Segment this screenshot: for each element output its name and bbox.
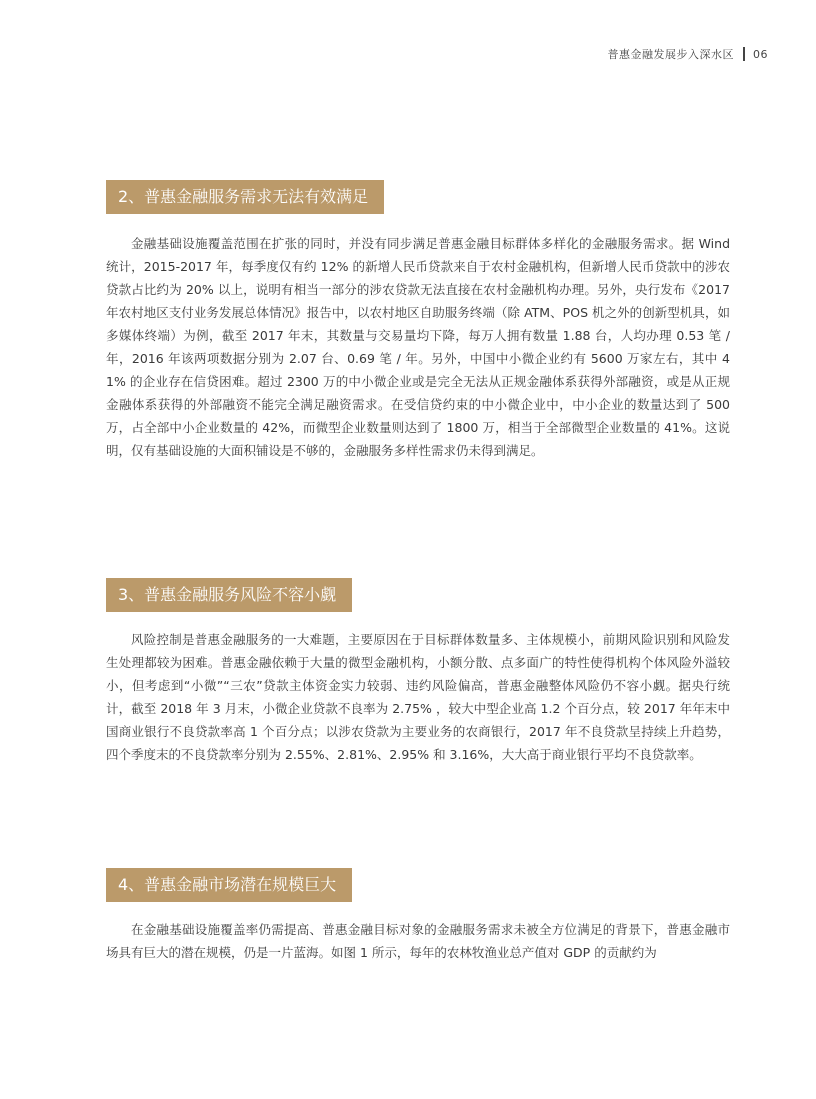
section-title-2: 2、普惠金融服务需求无法有效满足 [106, 180, 384, 214]
header-title: 普惠金融发展步入深水区 [607, 48, 734, 61]
page-header [608, 44, 769, 64]
section-title-3: 3、普惠金融服务风险不容小觑 [106, 578, 352, 612]
section-body-2: 金融基础设施覆盖范围在扩张的同时，并没有同步满足普惠金融目标群体多样化的金融服务需求。据 Wind 统计，2015-2017 年，每季度仅有约 12% 的新增人民币贷款来自于农村金融机构，但新增人民币贷款中的涉农贷款占比约为 20% 以上，说明有相当一部分的涉农贷款无法直接在农村金融机构办理。另外，央行发布《2017 年农村地区支付业务发展总体情况》报告中，以农村地区自助服务终端（除 ATM、POS 机之外的创新型机具，如多媒体终端）为例，截至 2017 年末，其数量与交易量均下降，每万人拥有数量 1.88 台，人均办理 0.53 笔 / 年，2016 年该两项数据分别为 2.07 台、0.69 笔 / 年。另外，中国中小微企业约有 5600 万家左右，其中 41% 的企业存在信贷困难。超过 2300 万的中小微企业或是完全无法从正规金融体系获得外部融资，或是从正规金融体系获得的外部融资不能完全满足融资需求。在受信贷约束的中小微企业中，中小企业的数量达到了 500 万，占全部中小企业数量的 42%，而微型企业数量则达到了 1800 万，相当于全部微型企业数量的 41%。这说明，仅有基础设施的大面积铺设是不够的，金融服务多样性需求仍未得到满足。 [106, 236, 730, 458]
page-number: 06 [753, 47, 768, 61]
header-divider [743, 47, 745, 61]
section-body-3: 风险控制是普惠金融服务的一大难题，主要原因在于目标群体数量多、主体规模小，前期风险识别和风险发生处理都较为困难。普惠金融依赖于大量的微型金融机构，小额分散、点多面广的特性使得机构个体风险外溢较小，但考虑到“小微”“三农”贷款主体资金实力较弱、违约风险偏高，普惠金融整体风险仍不容小觑。据央行统计，截至 2018 年 3 月末，小微企业贷款不良率为 2.75% ，较大中型企业高 1.2 个百分点，较 2017 年年末中国商业银行不良贷款率高 1 个百分点；以涉农贷款为主要业务的农商银行，2017 年不良贷款呈持续上升趋势，四个季度末的不良贷款率分别为 2.55%、2.81%、2.95% 和 3.16%，大大高于商业银行平均不良贷款率。 [106, 632, 730, 762]
section-title-4: 4、普惠金融市场潜在规模巨大 [106, 868, 352, 902]
section-body-4: 在金融基础设施覆盖率仍需提高、普惠金融目标对象的金融服务需求未被全方位满足的背景下，普惠金融市场具有巨大的潜在规模，仍是一片蓝海。如图 1 所示，每年的农林牧渔业总产值对 GDP 的贡献约为 [106, 922, 730, 960]
